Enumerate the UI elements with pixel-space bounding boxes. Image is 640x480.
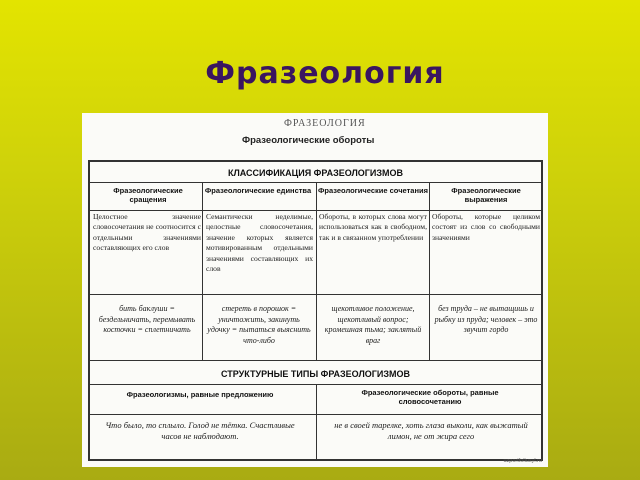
col-header-vyrazheniya: Фразеологические выражения bbox=[451, 186, 521, 204]
examples-sochetaniya: щекотливое положение, щекотливый вопрос; кромешная тьма; заклятый враг bbox=[324, 304, 422, 345]
examples-sentence: Что было, то сплыло. Голод не тётка. Счастливые часов не наблюдают. bbox=[105, 420, 295, 441]
structural-title: СТРУКТУРНЫЕ ТИПЫ ФРАЗЕОЛОГИЗМОВ bbox=[221, 369, 410, 379]
scanned-table-image bbox=[82, 113, 548, 467]
col-header-phrase: Фразеологические обороты, равные словосочетанию bbox=[361, 388, 499, 406]
scan-subtitle: ФРАЗЕОЛОГИЯ bbox=[284, 118, 366, 129]
examples-edinstva: стереть в порошок = уничтожить, закинуть удочку = пытаться выяснить что-либо bbox=[207, 304, 311, 345]
examples-srashcheniya: бить баклуши = бездельничать, перемывать косточки = сплетничать bbox=[98, 304, 196, 334]
watermark: uzportfoliusyl.ru bbox=[503, 458, 542, 464]
col-header-edinstva: Фразеологические единства bbox=[204, 186, 312, 195]
classification-title: КЛАССИФИКАЦИЯ ФРАЗЕОЛОГИЗМОВ bbox=[227, 168, 404, 178]
classification-table bbox=[88, 160, 543, 461]
examples-phrase: не в своей тарелке, хоть глаза выколи, как выжатый лимон, не от жира сего bbox=[334, 420, 528, 441]
col-header-srashcheniya: Фразеологические сращения bbox=[113, 186, 183, 204]
scan-heading: Фразеологические обороты bbox=[242, 135, 375, 146]
slide-title: Фразеология bbox=[205, 56, 445, 91]
col-header-sochetaniya: Фразеологические сочетания bbox=[318, 186, 428, 195]
definition-edinstva: Семантически неделимые, целостные словосочетания, значение которых является мотивированным отдельными значениями составляющих их слов bbox=[206, 212, 313, 274]
definition-srashcheniya: Целостное значение словосочетания не соотносится с отдельными значениями составляющих его слов bbox=[93, 212, 201, 253]
col-header-sentence: Фразеологизмы, равные предложению bbox=[126, 390, 274, 399]
definition-sochetaniya: Обороты, в которых слова могут использоваться как в свободном, так и в связанном употреблении bbox=[319, 212, 427, 242]
examples-vyrazheniya: без труда – не вытащишь и рыбку из пруда; человек – это звучит гордо bbox=[434, 304, 538, 334]
definition-vyrazheniya: Обороты, которые целиком состоят из слов со свободными значениями bbox=[432, 212, 540, 242]
